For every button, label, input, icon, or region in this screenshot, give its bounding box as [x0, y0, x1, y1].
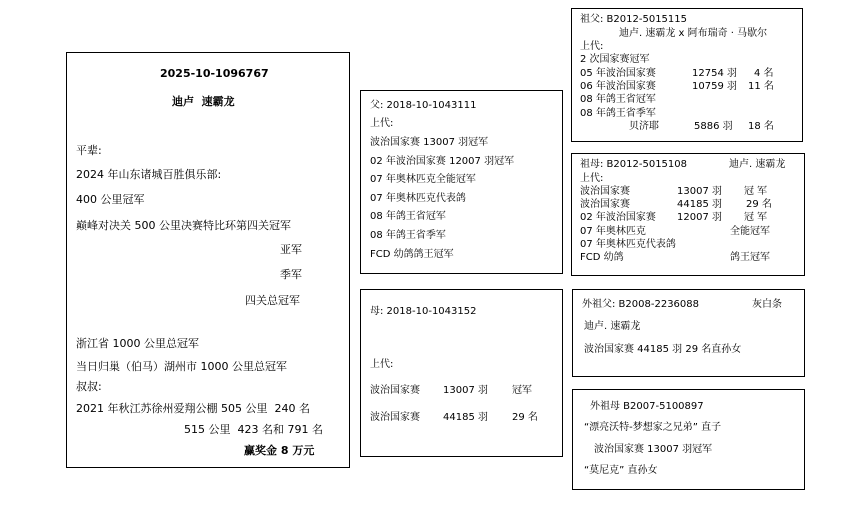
grandfather-bloodline: 迪卢. 速霸龙 x 阿布瑞奇 · 马歇尔 — [619, 28, 768, 39]
grandmother-record-count: 44185 羽 — [677, 199, 722, 210]
maternal-grandfather-record: 波治国家赛 44185 羽 29 名直孙女 — [584, 344, 742, 355]
grandfather-record: 08 年鸽王省季军 — [580, 108, 656, 119]
father-ancestry-label: 上代: — [370, 118, 394, 129]
grandfather-record-name: 贝济耶 — [629, 121, 659, 132]
maternal-grandmother-record: “莫尼克” 直孙女 — [584, 465, 658, 476]
four-stage-champion-line: 四关总冠军 — [245, 294, 300, 307]
grandmother-record-name: 波治国家赛 — [580, 186, 630, 197]
grandmother-record-name: 02 年波治国家赛 — [580, 212, 656, 223]
mother-record-count: 44185 羽 — [443, 412, 488, 423]
siblings-label: 平辈: — [76, 144, 102, 157]
subject-pedigree-card — [66, 52, 350, 468]
grandmother-record-result: 29 名 — [746, 199, 772, 210]
subject-ring-id: 2025-10-1096767 — [160, 67, 269, 80]
grandfather-record-result: 11 名 — [748, 81, 774, 92]
xuzhou-line: 2021 年秋江苏徐州爱翔公棚 505 公里 240 名 — [76, 402, 310, 415]
father-title: 父: 2018-10-1043111 — [370, 100, 477, 111]
grandmother-record-result: 全能冠军 — [730, 226, 770, 237]
maternal-grandfather-title: 外祖父: B2008-2236088 — [582, 299, 700, 310]
grandmother-record-count: 13007 羽 — [677, 186, 722, 197]
prize-line: 赢奖金 8 万元 — [244, 444, 315, 457]
maternal-grandmother-title: 外祖母 B2007-5100897 — [590, 401, 704, 412]
grandmother-record-name: 波治国家赛 — [580, 199, 630, 210]
third-place-line: 季军 — [280, 268, 302, 281]
mother-record-name: 波治国家赛 — [370, 412, 420, 423]
maternal-grandfather-bloodline: 迪卢. 速霸龙 — [584, 321, 641, 332]
mother-record-result: 29 名 — [512, 412, 538, 423]
father-record: 02 年波治国家赛 12007 羽冠军 — [370, 156, 515, 167]
grandmother-record-result: 鸽王冠军 — [730, 252, 770, 263]
mother-record-count: 13007 羽 — [443, 385, 488, 396]
grandfather-ancestry-label: 上代: — [580, 41, 604, 52]
xuzhou-line-2: 515 公里 423 名和 791 名 — [184, 423, 323, 436]
mother-record-result: 冠军 — [512, 385, 532, 396]
grandfather-card — [571, 8, 803, 142]
grandmother-bloodline: 迪卢. 速霸龙 — [729, 159, 786, 170]
maternal-grandmother-record: “漂亮沃特-梦想家之兄弟” 直子 — [584, 422, 722, 433]
grandmother-card — [571, 153, 805, 276]
grandmother-record-name: 07 年奥林匹克 — [580, 226, 646, 237]
grandfather-record: 08 年鸽王省冠军 — [580, 94, 656, 105]
club-line: 2024 年山东诸城百胜俱乐部: — [76, 168, 222, 181]
maternal-grandmother-card — [572, 389, 805, 490]
father-card — [360, 90, 563, 274]
mother-card — [360, 289, 563, 457]
grandfather-record-name: 05 年波治国家赛 — [580, 68, 656, 79]
zhejiang-line: 浙江省 1000 公里总冠军 — [76, 337, 199, 350]
maternal-grandmother-record: 波治国家赛 13007 羽冠军 — [594, 444, 713, 455]
father-record: 波治国家赛 13007 羽冠军 — [370, 137, 489, 148]
race-500-line: 巅峰对决关 500 公里决赛特比环第四关冠军 — [76, 219, 291, 232]
grandfather-record: 2 次国家赛冠军 — [580, 54, 650, 65]
uncle-label: 叔叔: — [76, 380, 102, 393]
grandfather-record-result: 4 名 — [754, 68, 774, 79]
father-record: 07 年奥林匹克代表鸽 — [370, 193, 466, 204]
father-record: 08 年鸽王省冠军 — [370, 211, 446, 222]
grandmother-record-name: 07 年奥林匹克代表鸽 — [580, 239, 676, 250]
huzhou-line: 当日归巢（伯马）湖州市 1000 公里总冠军 — [76, 360, 287, 373]
grandfather-title: 祖父: B2012-5015115 — [580, 14, 688, 25]
grandmother-record-result: 冠 军 — [744, 212, 768, 223]
maternal-grandfather-card — [572, 289, 805, 377]
father-record: 07 年奥林匹克全能冠军 — [370, 174, 476, 185]
grandfather-record-count: 10759 羽 — [692, 81, 737, 92]
subject-bloodline: 迪卢 速霸龙 — [172, 95, 235, 108]
grandmother-ancestry-label: 上代: — [580, 173, 604, 184]
grandfather-record-count: 12754 羽 — [692, 68, 737, 79]
father-record: FCD 幼鸽鸽王冠军 — [370, 249, 454, 260]
maternal-grandfather-color: 灰白条 — [752, 299, 782, 310]
mother-record-name: 波治国家赛 — [370, 385, 420, 396]
grandmother-record-count: 12007 羽 — [677, 212, 722, 223]
runner-up-line: 亚军 — [280, 243, 302, 256]
mother-ancestry-label: 上代: — [370, 359, 394, 370]
grandmother-title: 祖母: B2012-5015108 — [580, 159, 688, 170]
race-400-line: 400 公里冠军 — [76, 193, 145, 206]
grandmother-record-name: FCD 幼鸽 — [580, 252, 624, 263]
grandfather-record-result: 18 名 — [748, 121, 774, 132]
grandfather-record-name: 06 年波治国家赛 — [580, 81, 656, 92]
grandmother-record-result: 冠 军 — [744, 186, 768, 197]
mother-title: 母: 2018-10-1043152 — [370, 306, 477, 317]
father-record: 08 年鸽王省季军 — [370, 230, 446, 241]
grandfather-record-count: 5886 羽 — [694, 121, 733, 132]
